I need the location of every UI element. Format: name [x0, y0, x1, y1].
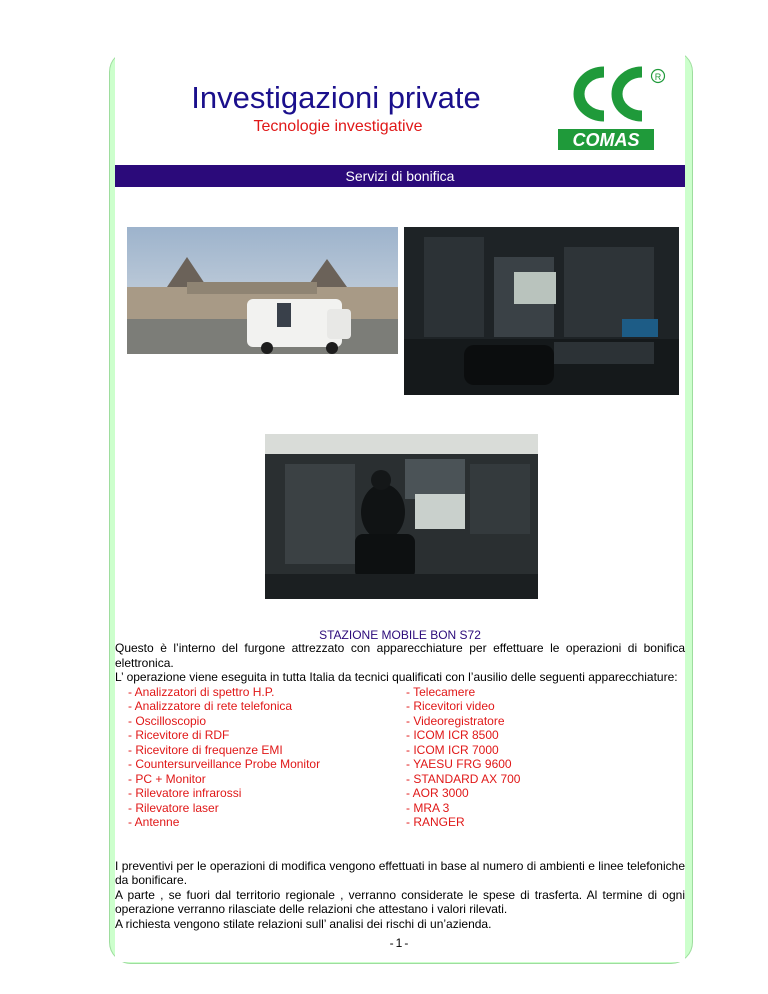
outro-paragraph-3: A richiesta vengono stilate relazioni sull’ analisi dei rischi di un’azienda.: [115, 916, 492, 931]
list-item: - STANDARD AX 700: [406, 771, 521, 786]
list-item: - YAESU FRG 9600: [406, 757, 512, 771]
list-item: - Videoregistratore: [406, 713, 505, 728]
registered-mark: R: [654, 72, 662, 82]
list-item: - Rilevatore infrarossi: [128, 786, 242, 800]
section-band: Servizi di bonifica: [115, 165, 685, 187]
page-subtitle: Tecnologie investigative: [253, 118, 423, 135]
list-item: - Ricevitori video: [406, 699, 495, 713]
list-item: - RANGER: [406, 815, 465, 829]
logo-wordmark: COMAS: [572, 130, 640, 150]
list-item: - Countersurveillance Probe Monitor: [128, 757, 321, 771]
list-item: - Oscilloscopio: [128, 713, 207, 728]
list-item: - Ricevitore di RDF: [128, 728, 230, 742]
list-item: - Ricevitore di frequenze EMI: [128, 742, 283, 757]
list-item: - Antenne: [128, 815, 180, 829]
van-photo: [127, 227, 398, 354]
photo-caption: STAZIONE MOBILE BON S72: [319, 628, 481, 642]
interior-photo: [404, 227, 679, 395]
list-item: - PC + Monitor: [128, 771, 206, 786]
outro-paragraph-2: A parte , se fuori dal territorio regionale , verranno considerate le spese di trasferta. Al termine di ogni operazione verranno rilasciate delle relazioni che attestano i valori rilevati.: [115, 887, 685, 916]
equipment-list: [115, 685, 685, 859]
page-number: -1-: [389, 936, 411, 950]
page-title: Investigazioni private: [191, 80, 481, 115]
outro-paragraph-1: I preventivi per le operazioni di modifica vengono effettuati in base al numero di ambienti e linee telefoniche da bonificare.: [115, 858, 685, 887]
intro-paragraph-2: L’ operazione viene eseguita in tutta Italia da tecnici qualificati con l’ausilio delle seguenti apparecchiature:: [115, 670, 678, 684]
intro-paragraph-1: Questo è l’interno del furgone attrezzato con apparecchiature per effettuare le operazioni di bonifica elettronica.: [115, 641, 685, 670]
body-text: [115, 641, 685, 931]
equipment-column-left: [128, 685, 320, 830]
list-item: - Rilevatore laser: [128, 800, 219, 815]
list-item: - ICOM ICR 7000: [406, 742, 499, 757]
list-item: - MRA 3: [406, 800, 450, 815]
comas-logo: [558, 64, 666, 154]
list-item: - Telecamere: [406, 684, 476, 699]
operator-photo: [265, 434, 538, 599]
equipment-column-right: [406, 685, 520, 830]
list-item: - AOR 3000: [406, 786, 469, 800]
list-item: - Analizzatore di rete telefonica: [128, 699, 293, 713]
list-item: - ICOM ICR 8500: [406, 728, 499, 742]
list-item: - Analizzatori di spettro H.P.: [128, 684, 275, 699]
